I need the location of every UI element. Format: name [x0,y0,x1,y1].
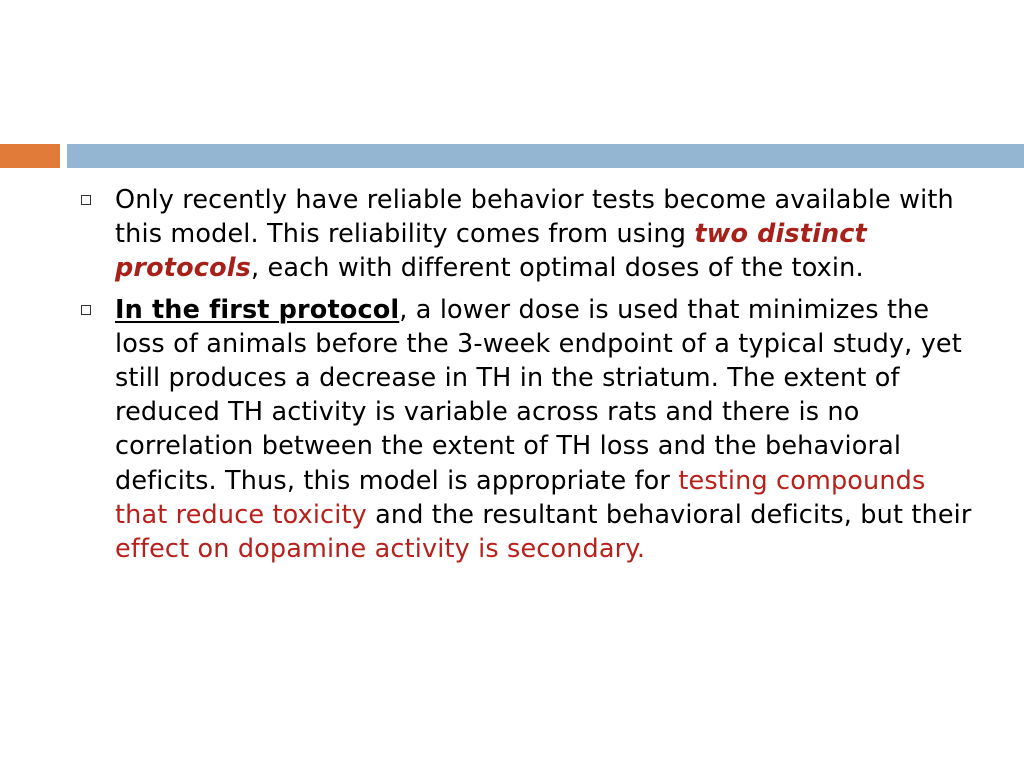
emphasis-two-distinct-protocols: two distinct protocols [115,219,867,284]
highlight-dopamine-secondary: effect on dopamine activity is secondary. [115,534,646,565]
bullet-text-segment: Only recently have reliable behavior tests become available with this model. This reliability comes from using [115,185,954,250]
bullet-text-segment: and the resultant behavioral deficits, but their [366,499,972,530]
hollow-square-bullet-icon [81,195,91,205]
bullet-text-segment: , a lower dose is used that minimizes the loss of animals before the 3-week endpoint of a typical study, yet still produces a decrease in TH in the striatum. The extent of reduced TH activity is variable across rats and there is no correlation between the extent of TH loss and the behavioral deficits. Thus, this model is appropriate for [115,294,962,496]
header-main-band [67,144,1024,168]
bullet-text-segment: , each with different optimal doses of the toxin. [250,253,864,284]
slide-body [80,183,980,573]
bullet-item-first-protocol [80,293,980,567]
header-accent-band [0,144,60,168]
emphasis-first-protocol: In the first protocol [115,294,400,325]
highlight-testing-compounds: testing compounds that reduce toxicity [115,465,926,530]
bullet-item-reliable-tests [80,183,980,286]
hollow-square-bullet-icon [81,305,91,315]
